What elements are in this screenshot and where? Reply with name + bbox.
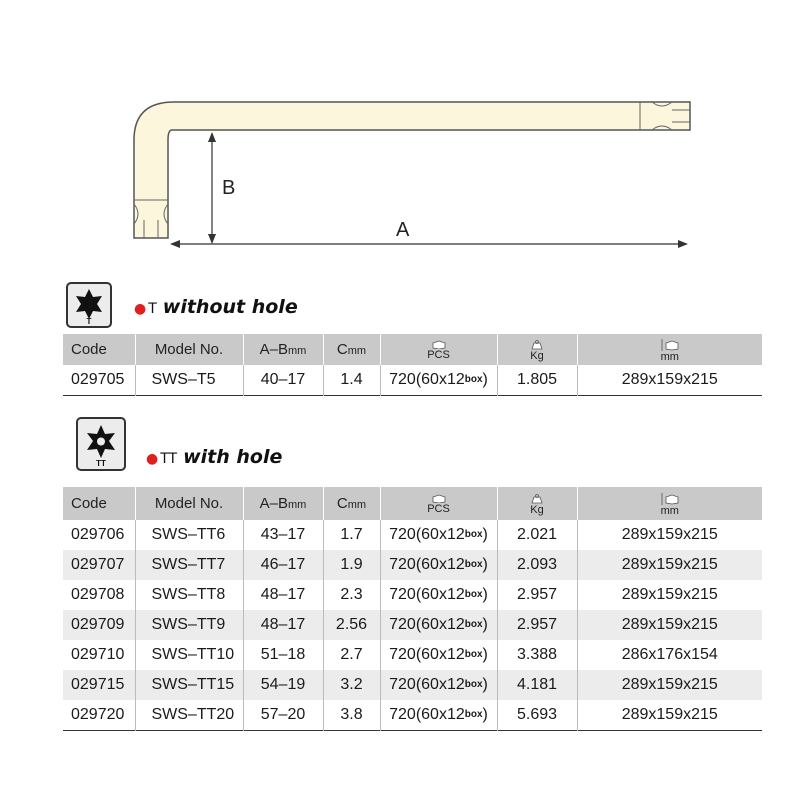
cell-dimensions: 289x159x215 [621, 706, 718, 723]
cell-ab: 48–17 [243, 610, 323, 640]
cell-model: SWS–TT8 [135, 580, 243, 610]
header-code: Code [63, 334, 135, 365]
header-kg: Kg [497, 487, 577, 520]
cell-model: SWS–TT15 [135, 670, 243, 700]
cell-ab: 40–17 [243, 365, 323, 396]
header-model: Model No. [135, 334, 243, 365]
spec-table-with-hole [63, 487, 762, 731]
cell-code: 029705 [63, 365, 135, 396]
cell-dimensions: 289x159x215 [621, 586, 718, 603]
cell-ab: 54–19 [243, 670, 323, 700]
cell-kg: 3.388 [497, 640, 577, 670]
cell-model: SWS–TT7 [135, 550, 243, 580]
cell-dimensions: 289x159x215 [577, 610, 762, 640]
header-c: Cmm [323, 334, 380, 365]
table-body-without-hole [63, 365, 762, 396]
cell-c: 1.7 [323, 520, 380, 550]
cell-c: 2.7 [323, 640, 380, 670]
cell-pcs: 720(60x12box) [380, 580, 497, 610]
header-pcs: PCS [380, 334, 497, 365]
pcs-box-suffix: box [464, 589, 483, 600]
cell-dimensions: 289x159x215 [577, 550, 762, 580]
cell-code: 029715 [63, 670, 135, 700]
box-icon [432, 340, 446, 349]
pcs-box-suffix: box [464, 709, 483, 720]
cell-code: 029708 [63, 580, 135, 610]
cell-kg: 2.957 [497, 580, 577, 610]
cell-c: 2.56 [323, 610, 380, 640]
label-b: B [222, 177, 236, 199]
table-row [63, 550, 762, 580]
table-row [63, 670, 762, 700]
svg-text:T: T [86, 317, 92, 326]
table-row [63, 610, 762, 640]
table-row [63, 520, 762, 550]
cell-c: 1.9 [323, 550, 380, 580]
header-ab: A–Bmm [243, 334, 323, 365]
cell-dimensions: 289x159x215 [621, 526, 718, 543]
cell-code: 029720 [63, 700, 135, 731]
header-dimensions: mm [577, 487, 762, 520]
section-title-without-hole: ● T without hole [134, 296, 298, 318]
cell-c: 3.2 [323, 670, 380, 700]
cell-pcs: 720(60x12box) [380, 640, 497, 670]
bullet-icon: ● [146, 451, 159, 467]
cell-pcs: 720(60x12box) [380, 550, 497, 580]
pcs-box-suffix: box [464, 374, 483, 385]
cell-pcs: 720(60x12box) [380, 520, 497, 550]
cell-model: SWS–TT9 [135, 610, 243, 640]
l-key-diagram [0, 0, 810, 260]
cell-pcs: 720(60x12box) [380, 670, 497, 700]
cell-c: 1.4 [323, 365, 380, 396]
cell-pcs: 720(60x12box) [380, 610, 497, 640]
section-title-with-hole: ● TT with hole [146, 446, 283, 468]
table-body-with-hole [63, 520, 762, 731]
header-dimensions: mm [577, 334, 762, 365]
pcs-box-suffix: box [464, 649, 483, 660]
table-row [63, 580, 762, 610]
cell-pcs: 720(60x12box) [380, 700, 497, 731]
cell-model: SWS–TT6 [135, 520, 243, 550]
carton-dimensions-icon [658, 493, 682, 505]
cell-ab: 51–18 [243, 640, 323, 670]
table-row [63, 700, 762, 731]
header-model: Model No. [135, 487, 243, 520]
pcs-box-suffix: box [464, 559, 483, 570]
cell-dimensions: 289x159x215 [577, 670, 762, 700]
header-ab: A–Bmm [243, 487, 323, 520]
header-code: Code [63, 487, 135, 520]
cell-code: 029710 [63, 640, 135, 670]
l-key-wrench [134, 102, 690, 238]
header-pcs: PCS [380, 487, 497, 520]
carton-dimensions-icon [658, 339, 682, 351]
weight-icon [531, 340, 543, 350]
cell-ab: 43–17 [243, 520, 323, 550]
cell-kg: 4.181 [497, 670, 577, 700]
cell-code: 029707 [63, 550, 135, 580]
cell-model: SWS–T5 [135, 365, 243, 396]
cell-dimensions: 289x159x215 [621, 371, 718, 388]
cell-kg: 5.693 [497, 700, 577, 731]
cell-kg: 1.805 [497, 365, 577, 396]
cell-model: SWS–TT10 [135, 640, 243, 670]
box-icon [432, 494, 446, 503]
cell-ab: 48–17 [243, 580, 323, 610]
pcs-box-suffix: box [464, 679, 483, 690]
bullet-icon: ● [134, 301, 147, 317]
cell-kg: 2.957 [497, 610, 577, 640]
cell-ab: 46–17 [243, 550, 323, 580]
cell-model: SWS–TT20 [135, 700, 243, 731]
dimension-a [170, 240, 688, 248]
torx-icon [66, 282, 112, 328]
label-a: A [396, 219, 410, 241]
cell-kg: 2.021 [497, 520, 577, 550]
weight-icon [531, 494, 543, 504]
table-row [63, 365, 762, 396]
header-kg: Kg [497, 334, 577, 365]
cell-c: 2.3 [323, 580, 380, 610]
cell-kg: 2.093 [497, 550, 577, 580]
header-c: Cmm [323, 487, 380, 520]
torx-hole-icon [76, 417, 126, 471]
dimension-b [208, 132, 216, 244]
pcs-box-suffix: box [464, 619, 483, 630]
cell-code: 029709 [63, 610, 135, 640]
table-row [63, 640, 762, 670]
cell-pcs: 720(60x12box) [380, 365, 497, 396]
cell-ab: 57–20 [243, 700, 323, 731]
cell-code: 029706 [63, 520, 135, 550]
cell-c: 3.8 [323, 700, 380, 731]
cell-dimensions: 286x176x154 [621, 646, 718, 663]
spec-table-without-hole [63, 334, 762, 396]
svg-text:TT: TT [96, 459, 106, 468]
pcs-box-suffix: box [464, 529, 483, 540]
